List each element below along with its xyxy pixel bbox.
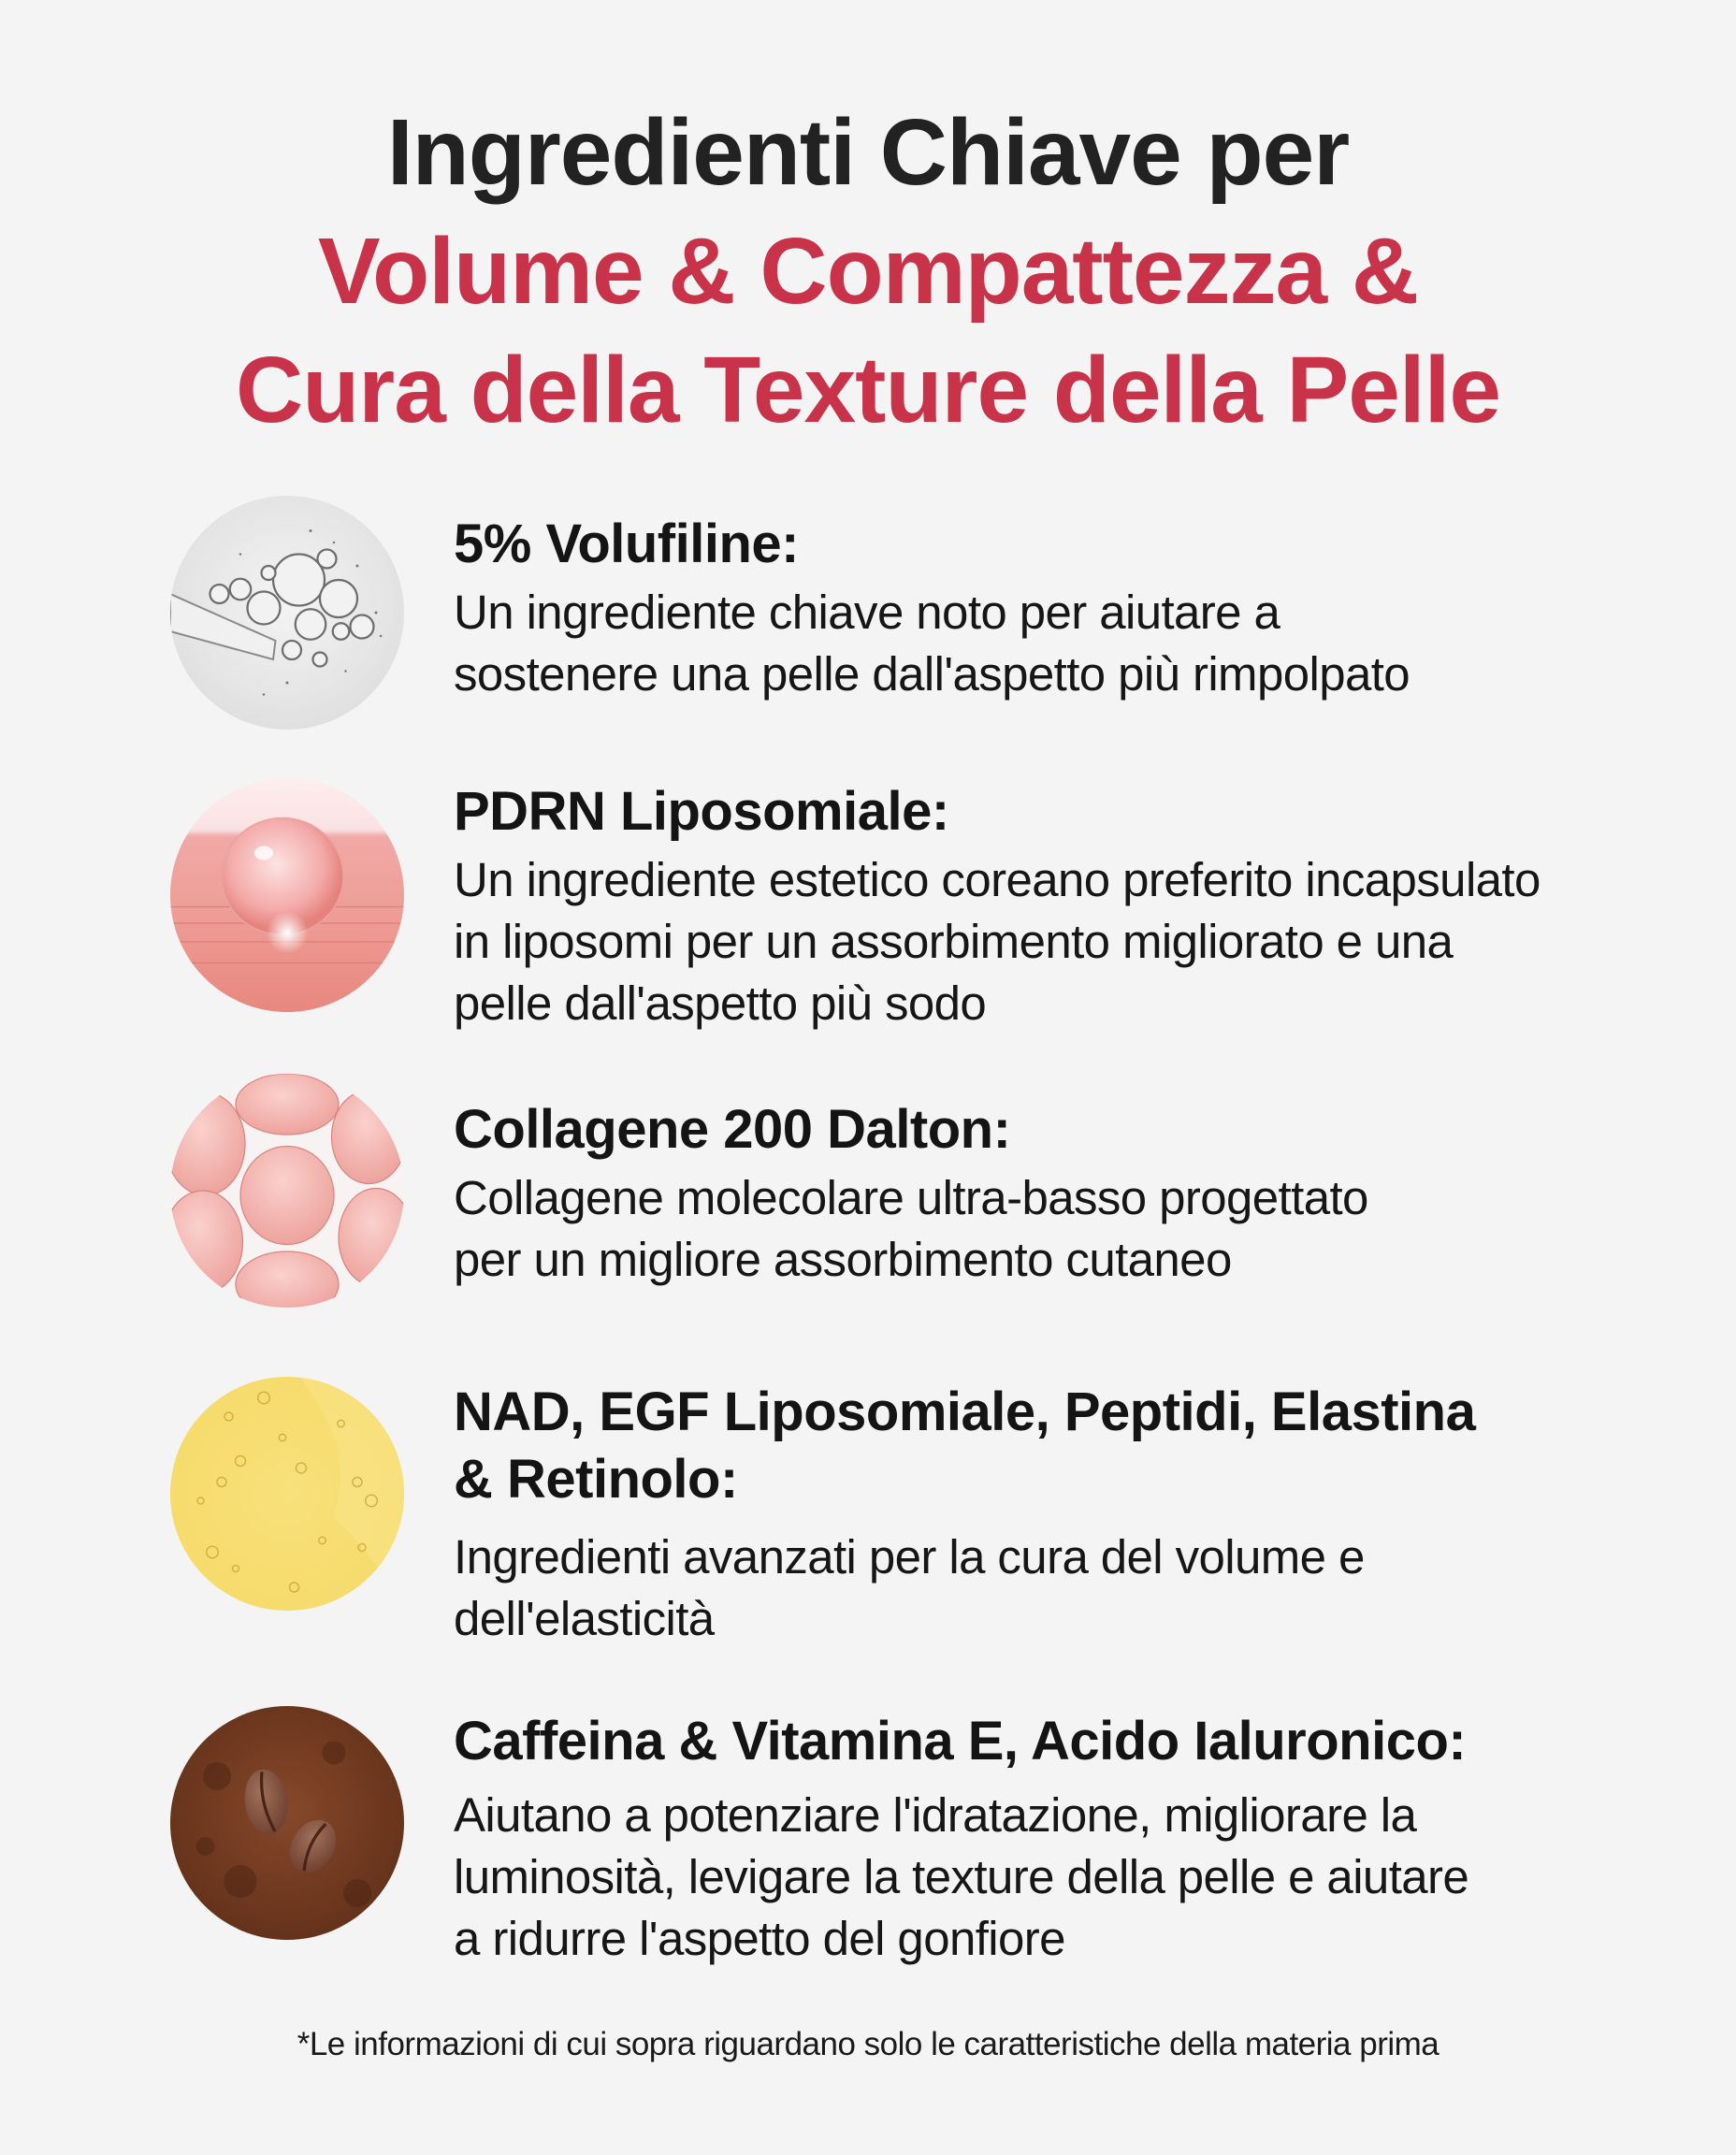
ingredient-description-line: luminosità, levigare la texture della pelle e aiutare: [454, 1850, 1469, 1903]
footnote-disclaimer: *Le informazioni di cui sopra riguardano solo le caratteristiche della materia prima: [297, 2026, 1439, 2062]
ingredient-description-line: Aiutano a potenziare l'idratazione, migliorare la: [454, 1788, 1417, 1842]
ingredient-description-line: Collagene molecolare ultra-basso progettato: [454, 1171, 1368, 1224]
ingredient-description-line: Un ingrediente estetico coreano preferito incapsulato: [454, 853, 1541, 906]
ingredient-text: [454, 1096, 1698, 1291]
ingredient-heading-line: NAD, EGF Liposomiale, Peptidi, Elastina: [454, 1381, 1476, 1442]
ingredient-heading: [454, 1379, 1698, 1513]
ingredient-description-line: sostenere una pelle dall'aspetto più rimpolpato: [454, 647, 1410, 701]
title-line-3: Cura della Texture della Pelle: [235, 338, 1501, 442]
ingredient-description-line: a ridurre l'aspetto del gonfiore: [454, 1912, 1065, 1965]
ingredient-heading: Caffeina & Vitamina E, Acido Ialuronico:: [454, 1711, 1467, 1772]
pink-liposome-sphere-icon: [170, 778, 404, 1012]
ingredient-description-line: in liposomi per un assorbimento migliorato e una: [454, 915, 1454, 968]
ingredient-text: [454, 511, 1698, 705]
yellow-serum-bubbles-icon: [170, 1377, 404, 1611]
ingredient-description-line: per un migliore assorbimento cutaneo: [454, 1233, 1232, 1286]
ingredient-description-line: Ingredienti avanzati per la cura del volume e: [454, 1530, 1365, 1584]
ingredient-description-line: dell'elasticità: [454, 1592, 715, 1645]
ingredient-heading: PDRN Liposomiale:: [454, 781, 949, 842]
title-line-1: Ingredienti Chiave per: [386, 100, 1350, 205]
ingredient-description-line: pelle dall'aspetto più sodo: [454, 976, 987, 1030]
page-title: [0, 94, 1736, 450]
ingredient-text: [454, 778, 1698, 1034]
title-line-2: Volume & Compattezza &: [317, 219, 1419, 324]
coffee-beans-icon: [170, 1706, 404, 1940]
ingredient-heading: 5% Volufiline:: [454, 513, 799, 574]
ingredient-text: [454, 1708, 1698, 1970]
ingredient-heading: Collagene 200 Dalton:: [454, 1099, 1011, 1160]
ingredient-description-line: Un ingrediente chiave noto per aiutare a: [454, 586, 1280, 639]
ingredient-heading-line: & Retinolo:: [454, 1449, 738, 1510]
bubbles-dropper-icon: [170, 496, 404, 730]
pink-collagen-discs-icon: [170, 1074, 404, 1308]
ingredient-text: [454, 1379, 1698, 1650]
